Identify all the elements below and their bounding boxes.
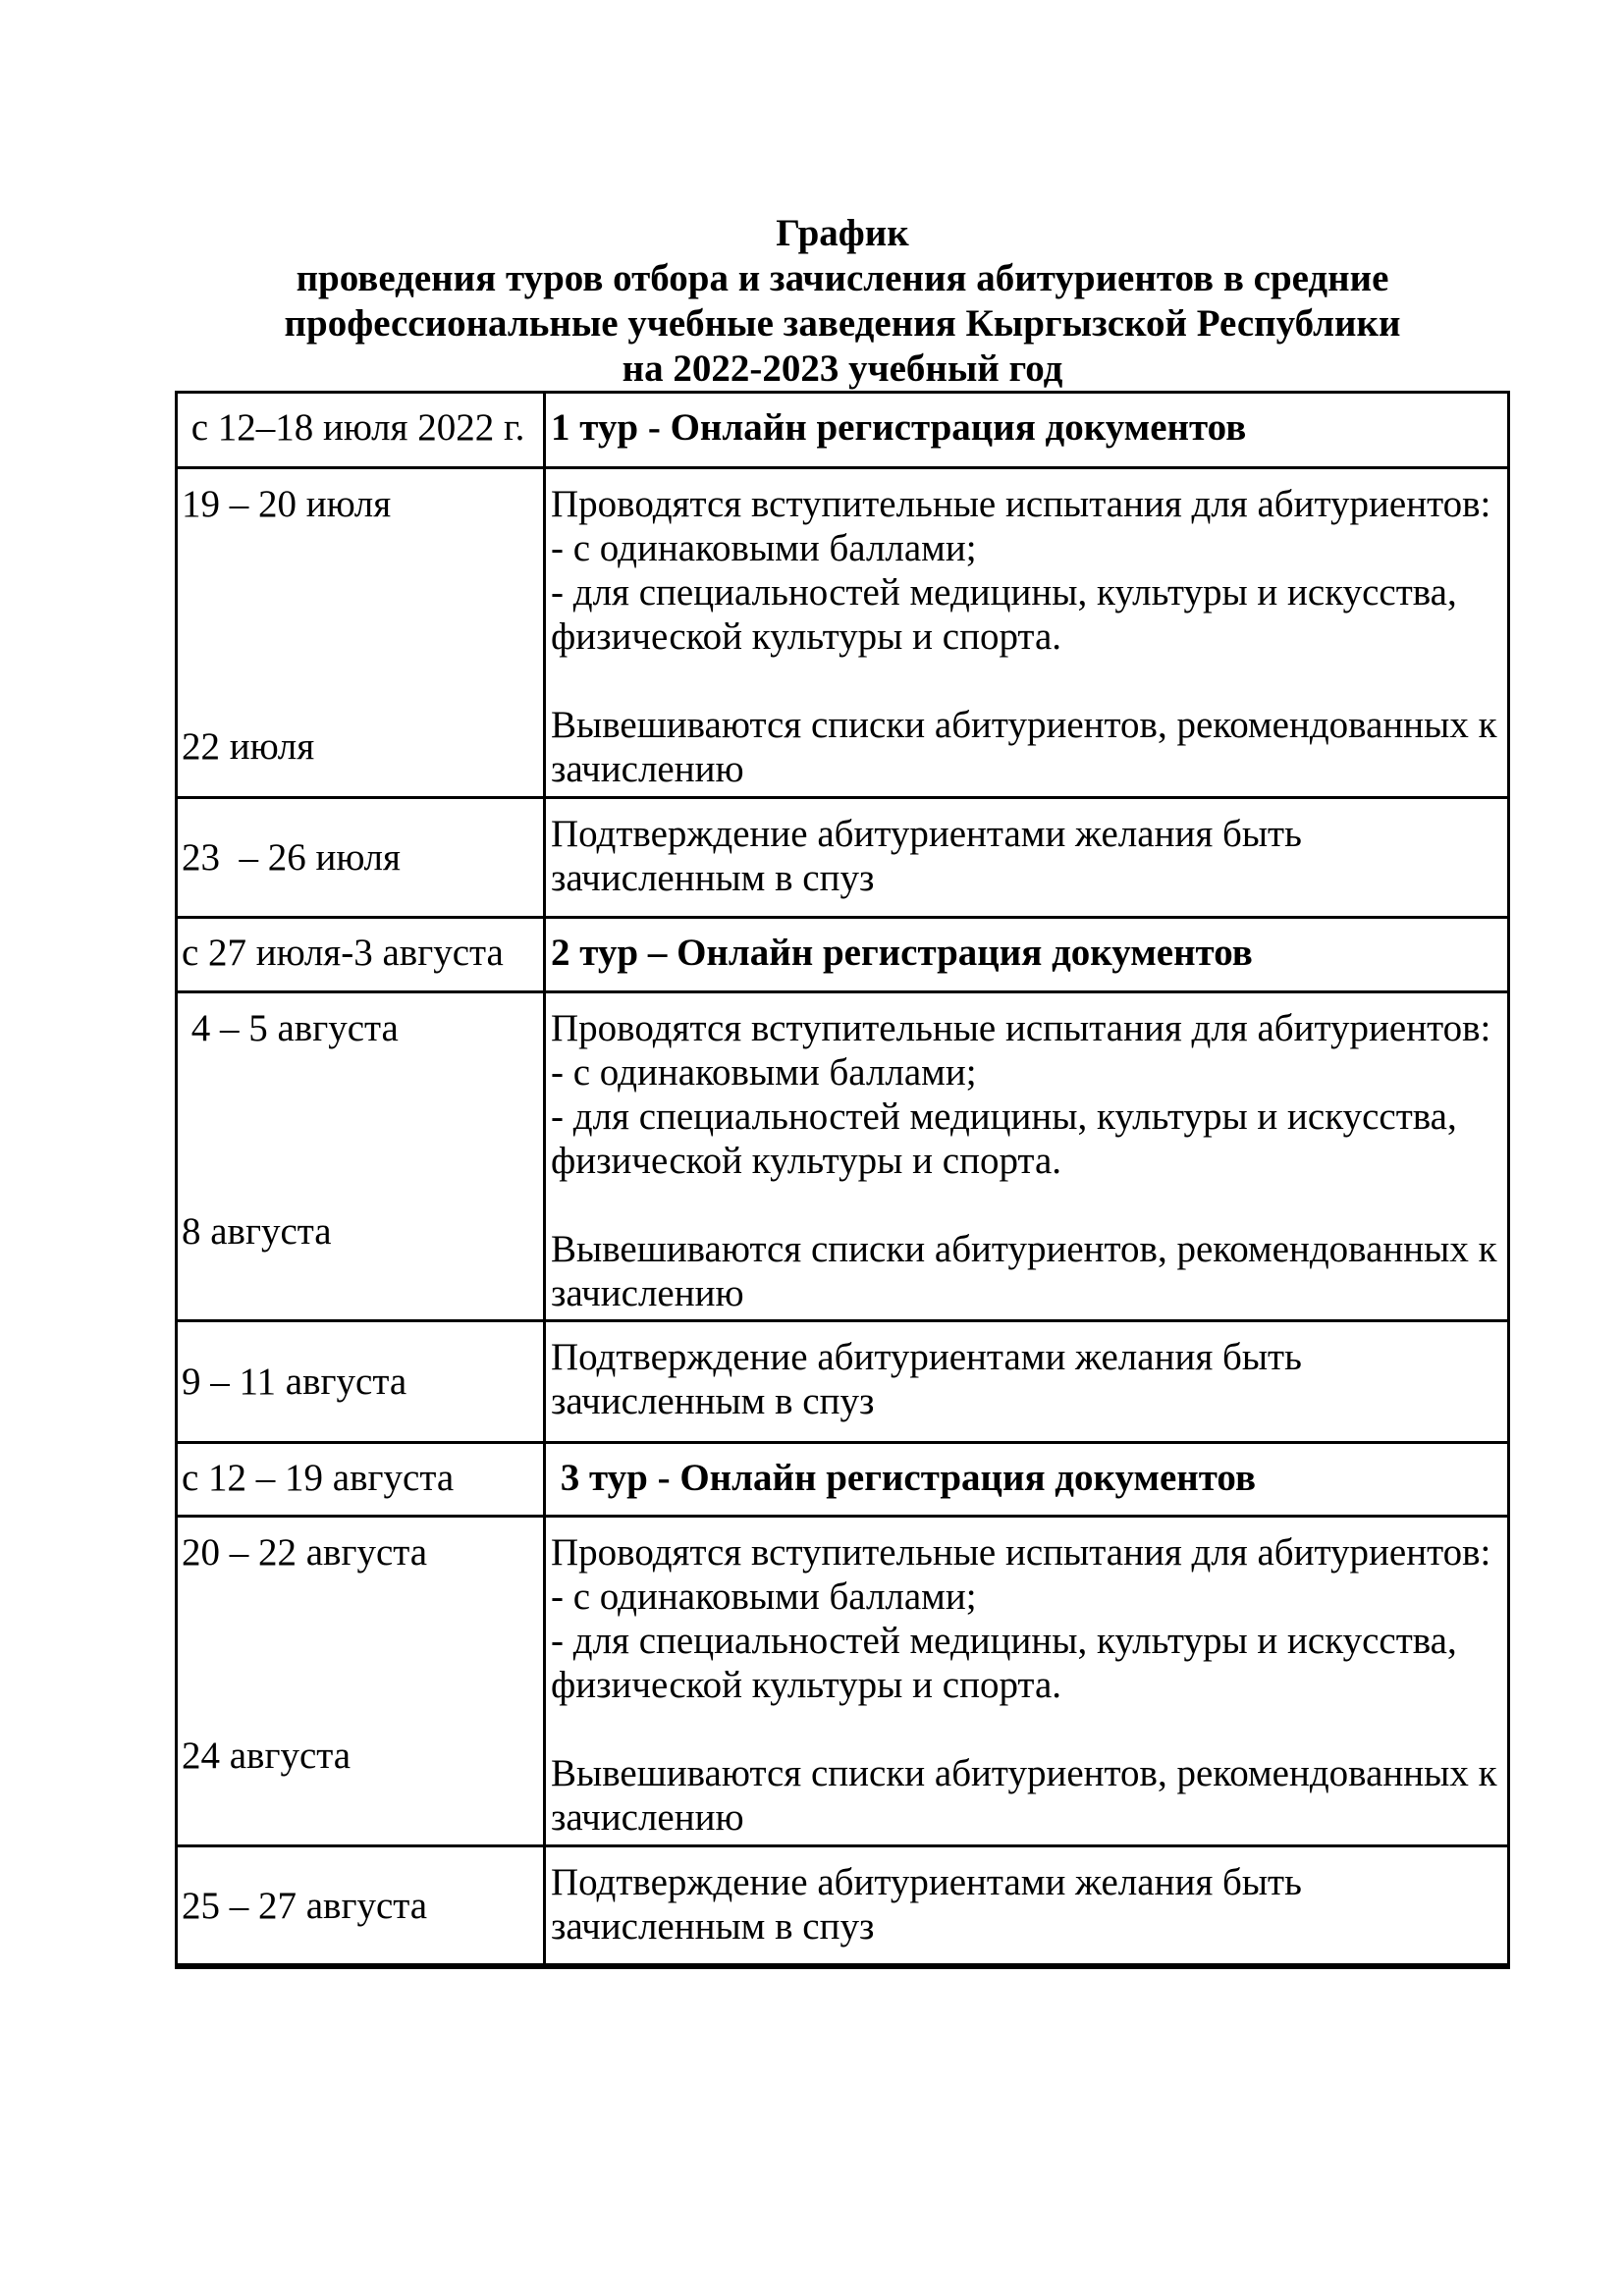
date-cell bbox=[178, 1322, 546, 1441]
text-line: Подтверждение абитуриентами желания быть bbox=[551, 1861, 1302, 1903]
description-cell bbox=[546, 919, 1507, 990]
text-line: зачисленным в спуз bbox=[551, 1380, 875, 1422]
text-line: физической культуры и спорта. bbox=[551, 615, 1062, 658]
description-cell bbox=[546, 1518, 1507, 1844]
text-line: - с одинаковыми баллами; bbox=[551, 527, 977, 569]
text-line: Проводятся вступительные испытания для абитуриентов: bbox=[551, 1007, 1491, 1049]
date-text: 25 – 27 августа bbox=[182, 1884, 428, 1927]
description-cell bbox=[546, 1444, 1507, 1515]
text-line: физической культуры и спорта. bbox=[551, 1140, 1062, 1182]
date-cell bbox=[178, 394, 546, 466]
date-cell bbox=[178, 1847, 546, 1963]
description-cell bbox=[546, 1847, 1507, 1963]
table-row-tour-1 bbox=[178, 394, 1507, 466]
table-row-confirm-1 bbox=[178, 796, 1507, 916]
text-line: Проводятся вступительные испытания для абитуриентов: bbox=[551, 1531, 1491, 1574]
date-text: 4 – 5 августа bbox=[182, 1007, 399, 1049]
title-line-3: профессиональные учебные заведения Кыргызской Республики bbox=[284, 302, 1401, 345]
table-row-tour-3 bbox=[178, 1441, 1507, 1515]
date-cell bbox=[178, 469, 546, 796]
blank-line bbox=[551, 1183, 1503, 1227]
schedule-table bbox=[175, 391, 1510, 1969]
date-text: 23 – 26 июля bbox=[182, 836, 401, 879]
text-line: Вывешиваются списки абитуриентов, рекомендованных к bbox=[551, 1752, 1497, 1794]
date-text-secondary: 24 августа bbox=[182, 1735, 352, 1777]
text-line: - с одинаковыми баллами; bbox=[551, 1051, 977, 1094]
blank-line bbox=[551, 659, 1503, 703]
table-row-confirm-2 bbox=[178, 1319, 1507, 1441]
text-line: зачислению bbox=[551, 748, 744, 790]
tour-title-text: 1 тур - Онлайн регистрация документов bbox=[551, 406, 1247, 449]
date-cell bbox=[178, 993, 546, 1319]
date-cell bbox=[178, 799, 546, 916]
text-line: зачислению bbox=[551, 1796, 744, 1839]
text-line: - для специальностей медицины, культуры и искусства, bbox=[551, 1095, 1457, 1138]
text-line: - с одинаковыми баллами; bbox=[551, 1575, 977, 1618]
description-cell bbox=[546, 799, 1507, 916]
date-cell bbox=[178, 1444, 546, 1515]
table-row-stage-2 bbox=[178, 990, 1507, 1319]
date-text: с 27 июля-3 августа bbox=[182, 932, 504, 974]
text-line: физической культуры и спорта. bbox=[551, 1664, 1062, 1706]
text-line: зачисленным в спуз bbox=[551, 1905, 875, 1948]
text-line: зачислению bbox=[551, 1272, 744, 1314]
date-text: 20 – 22 августа bbox=[182, 1531, 428, 1574]
date-text-secondary: 8 августа bbox=[182, 1210, 332, 1253]
text-line: Подтверждение абитуриентами желания быть bbox=[551, 1336, 1302, 1378]
date-text: с 12–18 июля 2022 г. bbox=[182, 406, 525, 449]
title-line-1: График bbox=[776, 212, 909, 254]
date-text-secondary: 22 июля bbox=[182, 725, 315, 768]
text-line: - для специальностей медицины, культуры и искусства, bbox=[551, 571, 1457, 614]
description-cell bbox=[546, 469, 1507, 796]
table-row-stage-3 bbox=[178, 1515, 1507, 1844]
document-title bbox=[175, 211, 1510, 392]
date-text: 19 – 20 июля bbox=[182, 483, 392, 525]
description-cell bbox=[546, 394, 1507, 466]
text-line: Проводятся вступительные испытания для абитуриентов: bbox=[551, 483, 1491, 525]
description-cell bbox=[546, 993, 1507, 1319]
tour-title-text: 3 тур - Онлайн регистрация документов bbox=[551, 1457, 1257, 1499]
text-line: зачисленным в спуз bbox=[551, 857, 875, 899]
table-row-tour-2 bbox=[178, 916, 1507, 990]
date-text: 9 – 11 августа bbox=[182, 1361, 407, 1403]
date-cell bbox=[178, 1518, 546, 1844]
blank-line bbox=[551, 1707, 1503, 1751]
text-line: Вывешиваются списки абитуриентов, рекомендованных к bbox=[551, 704, 1497, 746]
description-cell bbox=[546, 1322, 1507, 1441]
title-line-4: на 2022-2023 учебный год bbox=[622, 347, 1063, 390]
date-cell bbox=[178, 919, 546, 990]
table-row-stage-1 bbox=[178, 466, 1507, 796]
tour-title-text: 2 тур – Онлайн регистрация документов bbox=[551, 932, 1253, 974]
table-row-confirm-3 bbox=[178, 1844, 1507, 1963]
title-line-2: проведения туров отбора и зачисления абитуриентов в средние bbox=[296, 257, 1389, 299]
text-line: - для специальностей медицины, культуры и искусства, bbox=[551, 1620, 1457, 1662]
text-line: Подтверждение абитуриентами желания быть bbox=[551, 813, 1302, 855]
text-line: Вывешиваются списки абитуриентов, рекомендованных к bbox=[551, 1228, 1497, 1270]
date-text: с 12 – 19 августа bbox=[182, 1457, 455, 1499]
